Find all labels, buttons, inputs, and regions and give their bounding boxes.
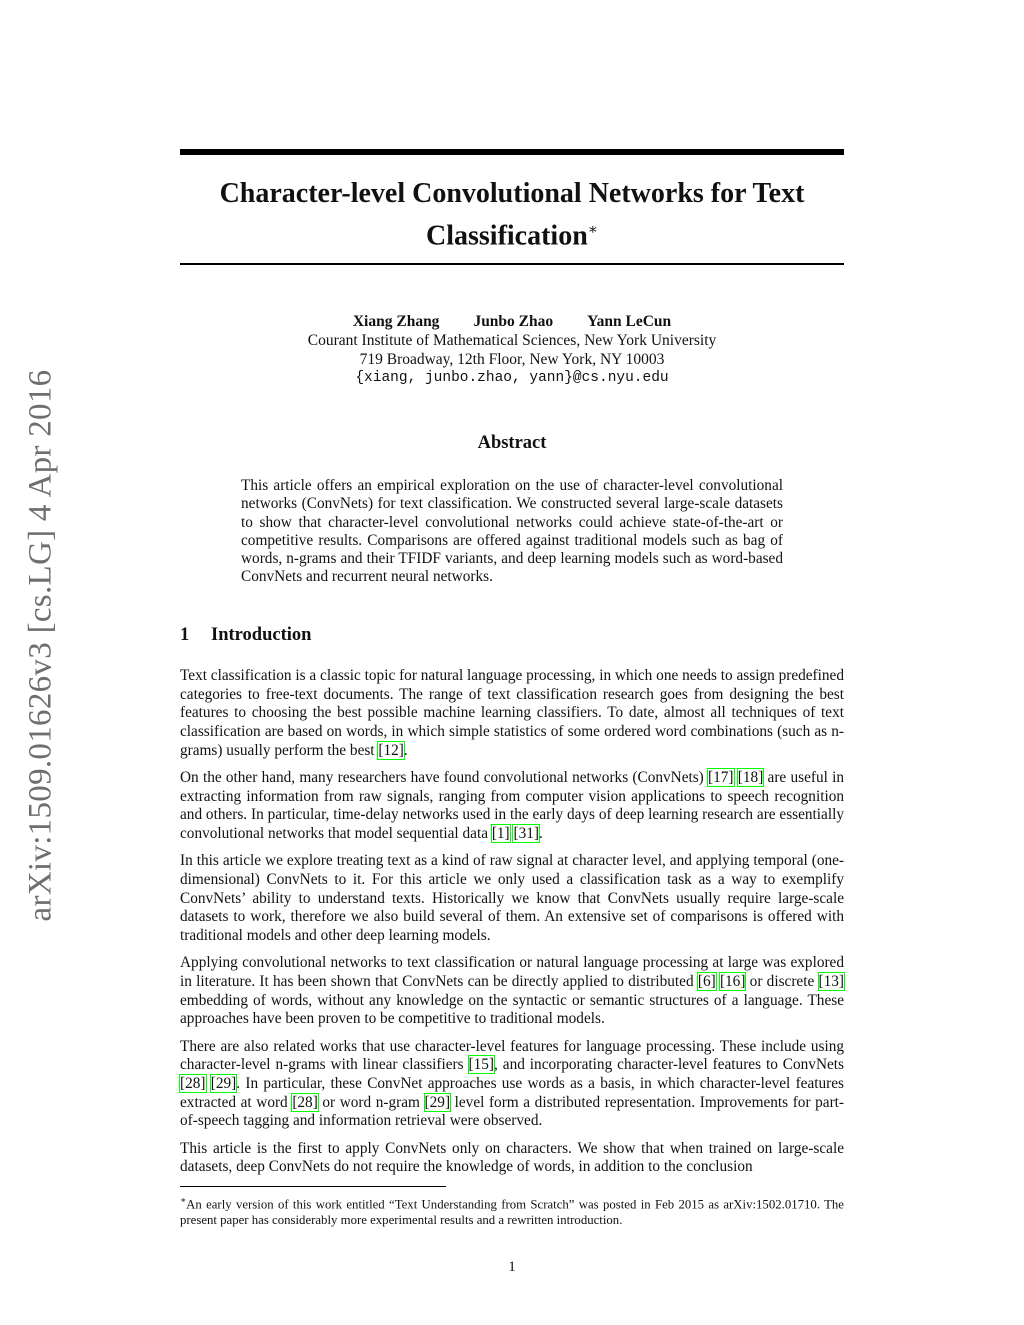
footnote-marker: ∗ (180, 1195, 187, 1205)
paragraph (180, 667, 844, 761)
author-email: {xiang, junbo.zhao, yann}@cs.nyu.edu (355, 370, 669, 386)
paper-title (180, 176, 844, 254)
paragraph-text: There are also related works that use character-level features for language processing. These include using character-level n-grams with linear classifiers (180, 1037, 844, 1074)
author-block (180, 312, 844, 388)
author-name: Xiang Zhang (352, 313, 440, 330)
author-name: Yann LeCun (587, 313, 672, 330)
paragraph-text: . In particular, these ConvNet approaches use words as a basis, in which character-level features extracted at word (180, 1075, 844, 1111)
paragraph-text: This article is the first to apply ConvNets only on characters. We show that when trained on large-scale datasets, deep ConvNets do not require the knowledge of words, in addition to the conclusion (180, 1139, 844, 1176)
paragraph-text: level form a distributed representation. Improvements for part-of-speech tagging and information retrieval were observed. (180, 1093, 845, 1130)
paragraph-text: or word n-gram (317, 1093, 425, 1111)
author-names (180, 312, 844, 331)
section-title: Introduction (211, 625, 312, 645)
title-line-1: Character-level Convolutional Networks for Text (219, 178, 805, 209)
paragraph-text: embedding of words, without any knowledge on the syntactic or semantic structures of a language. These approaches have been proven to be competitive to traditional models. (180, 991, 844, 1028)
paragraph-text: , and incorporating character-level features to ConvNets (494, 1056, 844, 1074)
title-footnote-marker: ∗ (587, 222, 598, 238)
citation-link[interactable]: [13] (818, 973, 844, 991)
paragraph-text: . (538, 825, 543, 843)
citation-link[interactable]: [29] (210, 1075, 237, 1093)
page-number: 1 (508, 1259, 516, 1275)
citation-link[interactable]: [17] (708, 769, 734, 787)
paragraph-text: Applying convolutional networks to text classification or natural language processing at large was explored in literature. It has been shown that ConvNets can be directly applied to distributed (180, 954, 844, 991)
citation-link[interactable]: [28] (180, 1075, 206, 1093)
citation-link[interactable]: [16] (719, 973, 746, 991)
paragraph-text (206, 1075, 211, 1092)
author-address: 719 Broadway, 12th Floor, New York, NY 10003 (359, 351, 665, 368)
paragraph (180, 1038, 844, 1132)
paragraph-text: or discrete (745, 973, 819, 991)
paragraph (180, 1140, 844, 1177)
section-number: 1 (180, 625, 190, 645)
citation-link[interactable]: [6] (697, 973, 716, 991)
citation-link[interactable]: [1] (491, 825, 510, 843)
paragraph-text: On the other hand, many researchers have found convolutional networks (ConvNets) (180, 769, 709, 787)
footnote-text: An early version of this work entitled “Text Understanding from Scratch” was posted in Feb 2015 as arXiv:1502.01710. The present paper has considerably more experimental results and a rewritten introduction. (180, 1197, 844, 1228)
citation-link[interactable]: [31] (513, 825, 539, 843)
introduction-body (180, 667, 844, 1186)
paragraph-text: In this article we explore treating text as a kind of raw signal at character level, and applying temporal (one-dimensional) ConvNets to it. For this article we only used a classification task as a way to exemplify ConvNets’ ability to understand texts. Historically we know that ConvNets usually require large-scale datasets to work, therefore we also build several of them. An extensive set of comparisons is offered with traditional models and other deep learning models. (180, 852, 844, 945)
citation-link[interactable]: [28] (292, 1093, 318, 1111)
paragraph (180, 954, 844, 1029)
abstract-body: This article offers an empirical exploration on the use of character-level convolutional networks (ConvNets) for text classification. We constructed several large-scale datasets to show that character-level convolutional networks could achieve state-of-the-art or competitive results. Comparisons are offered against traditional models such as bag of words, n-grams and their TFIDF variants, and deep learning models such as word-based ConvNets and recurrent neural networks. (241, 477, 783, 586)
paragraph-text: Text classification is a classic topic for natural language processing, in which one needs to assign predefined categories to free-text documents. The range of text classification research goes from designing the best features to choosing the best possible machine learning classifiers. To date, almost all techniques of text classification are based on words, in which simple statistics of some ordered word combinations (such as n-grams) usually perform the best (180, 667, 844, 759)
author-affiliation: Courant Institute of Mathematical Sciences, New York University (307, 332, 717, 349)
citation-link[interactable]: [29] (424, 1093, 451, 1111)
citation-link[interactable]: [15] (468, 1056, 495, 1074)
citation-link[interactable]: [12] (378, 741, 404, 759)
citation-link[interactable]: [18] (737, 769, 764, 787)
paragraph-text: are useful in extracting information from raw signals, ranging from computer vision applications to speech recognition and others. In particular, time-delay networks used in the early days of deep learning research are essentially convolutional networks that model sequential data (180, 769, 845, 843)
paragraph (180, 769, 844, 844)
abstract-heading: Abstract (477, 433, 547, 453)
paragraph (180, 852, 844, 946)
footnote-rule (180, 1186, 446, 1187)
footnote (180, 1192, 844, 1228)
section-heading (180, 625, 311, 646)
title-top-rule (180, 149, 844, 155)
title-bottom-rule (180, 263, 844, 265)
title-line-2: Classification (426, 220, 588, 252)
arxiv-identifier-stamp (20, 360, 62, 930)
paragraph-text: . (403, 741, 408, 759)
author-name: Junbo Zhao (473, 313, 554, 330)
arxiv-identifier-text: arXiv:1509.01626v3 [cs.LG] 4 Apr 2016 (22, 369, 59, 921)
